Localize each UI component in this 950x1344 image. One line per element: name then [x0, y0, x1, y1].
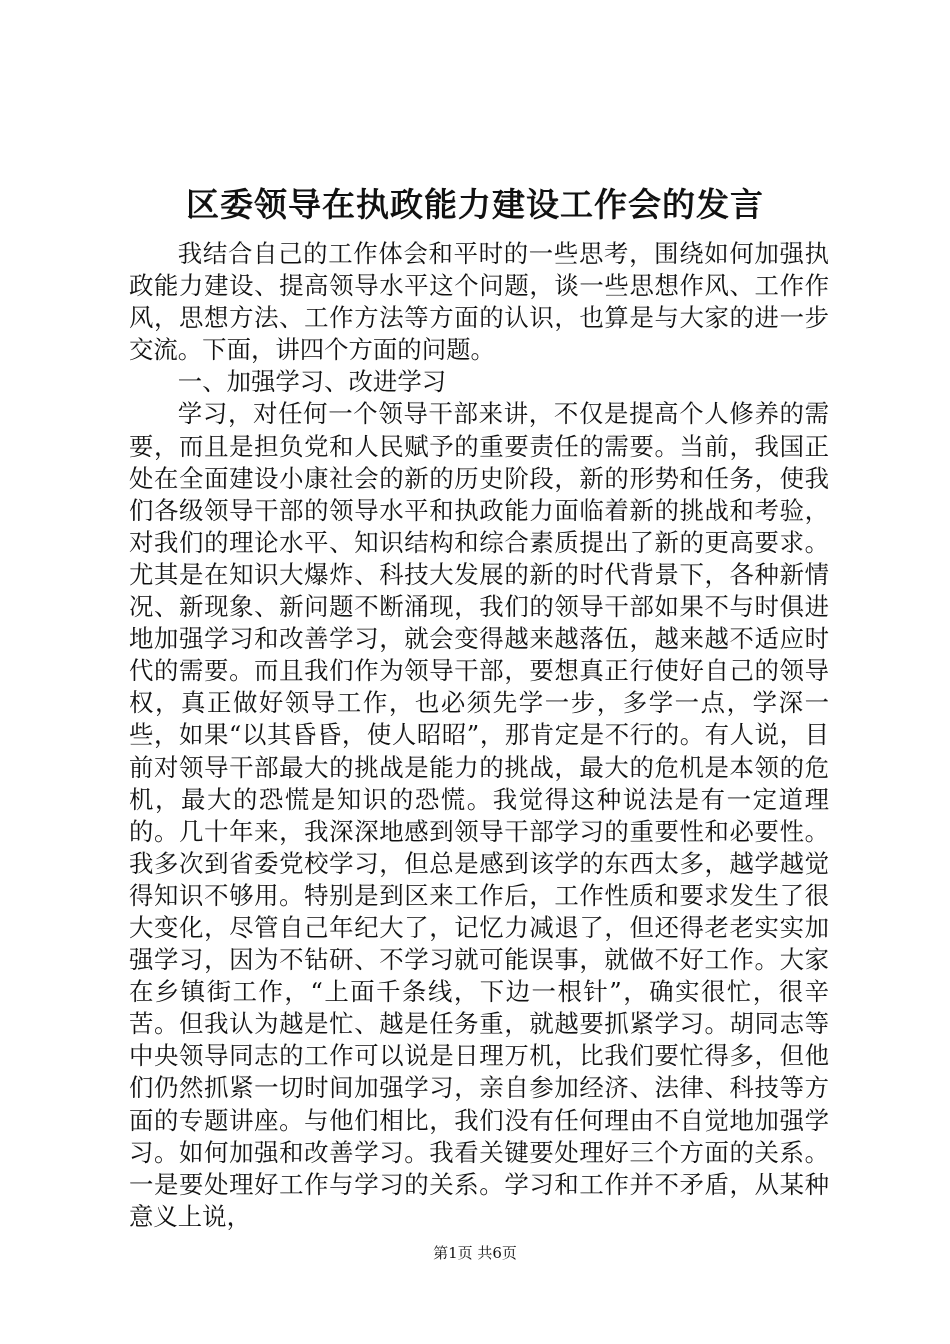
paragraph-learning: 学习，对任何一个领导干部来讲，不仅是提高个人修养的需要，而且是担负党和人民赋予的重要责任的需要。当前，我国正处在全面建设小康社会的新的历史阶段，新的形势和任务，使我们各级领导干部的领导水平和执政能力面临着新的挑战和考验，对我们的理论水平、知识结构和综合素质提出了新的更高要求。尤其是在知识大爆炸、科技大发展的新的时代背景下，各种新情况、新现象、新问题不断涌现，我们的领导干部如果不与时俱进地加强学习和改善学习，就会变得越来越落伍，越来越不适应时代的需要。而且我们作为领导干部，要想真正行使好自己的领导权，真正做好领导工作，也必须先学一步，多学一点，学深一些，如果“以其昏昏，使人昭昭”，那肯定是不行的。有人说，目前对领导干部最大的挑战是能力的挑战，最大的危机是本领的危机，最大的恐慌是知识的恐慌。我觉得这种说法是有一定道理的。几十年来，我深深地感到领导干部学习的重要性和必要性。我多次到省委党校学习，但总是感到该学的东西太多，越学越觉得知识不够用。特别是到区来工作后，工作性质和要求发生了很大变化，尽管自己年纪大了，记忆力减退了，但还得老老实实加强学习，因为不钻研、不学习就可能误事，就做不好工作。大家在乡镇街工作，“上面千条线，下边一根针”，确实很忙，很辛苦。但我认为越是忙、越是任务重，就越要抓紧学习。胡同志等中央领导同志的工作可以说是日理万机，比我们要忙得多，但他们仍然抓紧一切时间加强学习，亲自参加经济、法律、科技等方面的专题讲座。与他们相比，我们没有任何理由不自觉地加强学习。如何加强和改善学习。我看关键要处理好三个方面的关系。一是要处理好工作与学习的关系。学习和工作并不矛盾，从某种意义上说， — [129, 399, 829, 1231]
document-body — [129, 238, 829, 1233]
section-heading: 一、加强学习、改进学习 — [177, 367, 447, 397]
paragraph-intro: 我结合自己的工作体会和平时的一些思考，围绕如何加强执政能力建设、提高领导水平这个问题，谈一些思想作风、工作作风，思想方法、工作方法等方面的认识，也算是与大家的进一步交流。下面，讲四个方面的问题。 — [129, 239, 829, 365]
document-title: 区委领导在执政能力建设工作会的发言 — [186, 185, 764, 224]
page-footer: 第1页 共6页 — [433, 1244, 517, 1262]
